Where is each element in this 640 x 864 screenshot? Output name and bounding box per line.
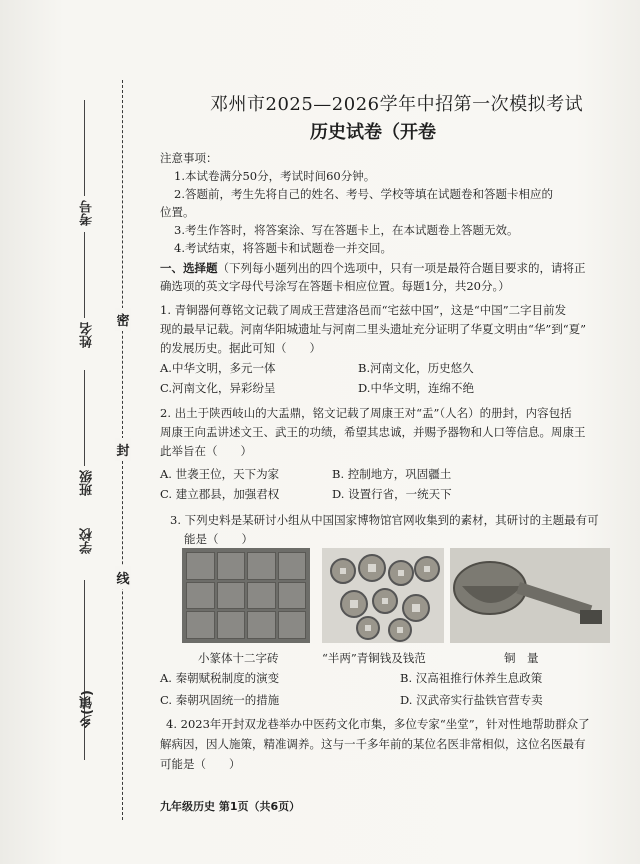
- binding-margin: [0, 0, 140, 864]
- q4-line3: 可能是（ ）: [160, 757, 241, 771]
- q2-option-b[interactable]: B. 控制地方，巩固疆土: [332, 467, 452, 481]
- label-xingming: 姓名: [80, 322, 95, 348]
- q3-line1: 3. 下列史料是某研讨小组从中国国家博物馆官网收集到的素材，其研讨的主题最有可: [170, 513, 599, 527]
- coins-image: [322, 548, 444, 643]
- q3-option-d[interactable]: D. 汉武帝实行盐铁官营专卖: [400, 693, 543, 707]
- q3-caption-2: “半两”青铜钱及钱范: [322, 651, 426, 665]
- note-4: 4.考试结束，将答题卡和试题卷一并交回。: [174, 241, 392, 255]
- label-xiangzhen: 乡(镇): [80, 690, 95, 728]
- q3-option-a[interactable]: A. 秦朝赋税制度的演变: [160, 671, 280, 685]
- q3-line2: 能是（ ）: [184, 532, 253, 546]
- exam-title: 邓州市2025—2026学年中招第一次模拟考试: [210, 94, 584, 115]
- section1-lead: 一、选择题: [160, 261, 218, 275]
- q1-line2: 现的最早记载。河南华阳城遗址与河南二里头遗址充分证明了华夏文明由“华”到“夏”: [160, 322, 587, 336]
- seal-feng: 封: [115, 438, 131, 461]
- note-2a: 2.答题前，考生先将自己的姓名、考号、学校等填在试题卷和答题卡相应的: [174, 187, 553, 201]
- label-kaohao: 考号: [80, 200, 95, 226]
- page-footer: 九年级历史 第1页（共6页）: [160, 800, 301, 813]
- q2-line1: 2. 出土于陕西岐山的大盂鼎，铭文记载了周康王对“盂”（人名）的册封，内容包括: [160, 406, 572, 420]
- label-banji: 班级: [80, 470, 95, 496]
- q1-option-b[interactable]: B.河南文化，历史悠久: [358, 361, 474, 375]
- q3-caption-3: 铜 量: [504, 651, 539, 665]
- q3-option-c[interactable]: C. 秦朝巩固统一的措施: [160, 693, 280, 707]
- brick-image: [182, 548, 310, 643]
- blank-xuexiao: [84, 580, 85, 760]
- seal-xian: 线: [115, 566, 131, 589]
- q2-option-d[interactable]: D. 设置行省，一统天下: [332, 487, 452, 501]
- q1-line1: 1. 青铜器何尊铭文记载了周成王营建洛邑而“宅兹中国”，这是“中国”二字目前发: [160, 303, 567, 317]
- q2-line3: 此举旨在（ ）: [160, 444, 252, 458]
- seal-mi: 密: [115, 308, 131, 331]
- bronze-measure-drawing: [450, 548, 610, 643]
- blank-banji: [84, 370, 85, 466]
- blank-xingming: [84, 232, 85, 318]
- q3-option-b[interactable]: B. 汉高祖推行休养生息政策: [400, 671, 543, 685]
- q1-line3: 的发展历史。据此可知（ ）: [160, 341, 321, 355]
- section1-line2: 确选项的英文字母代号涂写在答题卡相应位置。每题1分，共20分。）: [160, 279, 510, 293]
- note-1: 1.本试卷满分50分，考试时间60分钟。: [174, 169, 376, 183]
- label-xuexiao: 学校: [80, 528, 95, 554]
- q2-line2: 周康王向盂讲述文王、武王的功绩，希望其忠诚，并赐予器物和人口等信息。周康王: [160, 425, 586, 439]
- exam-subtitle: 历史试卷（开卷: [310, 122, 436, 143]
- section1-line1: 一、选择题（下列每小题列出的四个选项中，只有一项是最符合题目要求的，请将正: [160, 261, 586, 275]
- q2-option-a[interactable]: A. 世袭王位，天下为家: [160, 467, 280, 481]
- q1-option-c[interactable]: C.河南文化，异彩纷呈: [160, 381, 276, 395]
- q2-option-c[interactable]: C. 建立郡县，加强君权: [160, 487, 280, 501]
- q4-line1: 4. 2023年开封双龙巷举办中医药文化市集，多位专家“坐堂”，针对性地帮助群众了: [166, 717, 590, 731]
- q1-option-d[interactable]: D.中华文明，连绵不绝: [358, 381, 474, 395]
- note-2b: 位置。: [160, 205, 195, 219]
- note-3: 3.考生作答时，将答案涂、写在答题卡上，在本试题卷上答题无效。: [174, 223, 519, 237]
- notes-heading: 注意事项：: [160, 151, 218, 165]
- blank-kaohao: [84, 100, 85, 196]
- q3-caption-1: 小篆体十二字砖: [198, 651, 279, 665]
- bronze-measure-image: [450, 548, 610, 643]
- q1-option-a[interactable]: A.中华文明，多元一体: [160, 361, 276, 375]
- q4-line2: 解病因，因人施策，精准调养。这与一千多年前的某位名医非常相似，这位名医最有: [160, 737, 586, 751]
